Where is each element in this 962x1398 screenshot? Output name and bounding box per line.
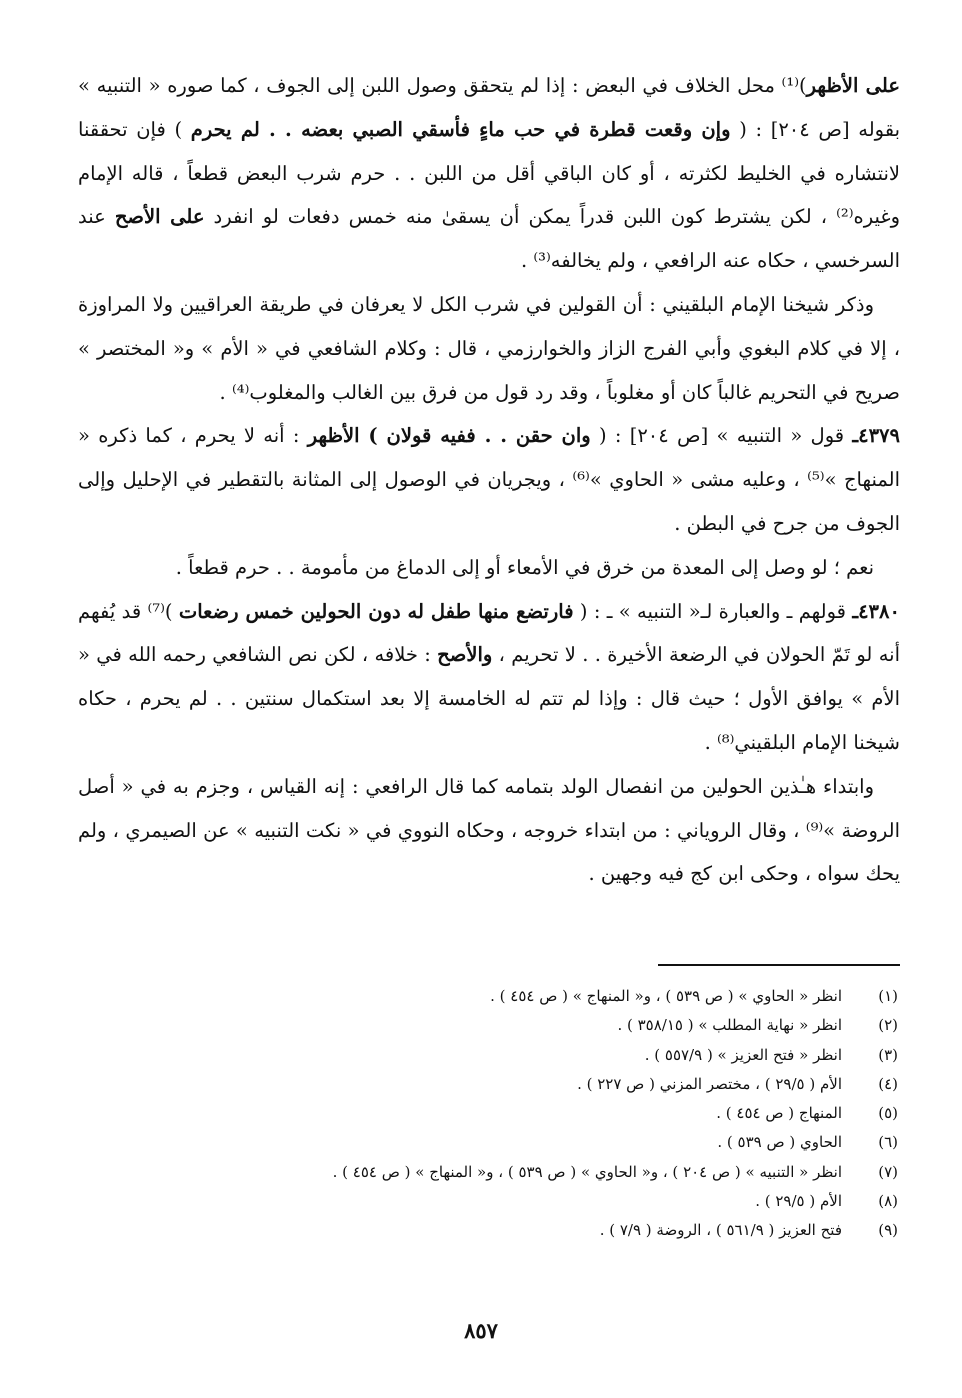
- footnote-text: انظر « نهاية المطلب » ( ٣٥٨/١٥ ) .: [617, 1016, 842, 1035]
- text-run: )⁽⁷⁾ قد يُفهم أنه لو تَمّ الحولان في الرضعة الأخيرة . . لا تحريم ،: [78, 599, 900, 667]
- bold-run: والأصح: [437, 643, 493, 667]
- footnote-number: (٨): [878, 1192, 898, 1211]
- footnote-text: انظر « الحاوي » ( ص ٥٣٩ ) ، و« المنهاج » ( ص ٤٥٤ ) .: [490, 987, 842, 1005]
- footnote: [78, 1187, 900, 1216]
- footnote: [78, 1011, 900, 1040]
- text-run: نعم ؛ لو وصل إلى المعدة من خرق في الأمعاء أو إلى الدماغ من مأمومة . . حرم قطعاً .: [175, 555, 874, 579]
- paragraph: [78, 283, 900, 414]
- footnote: [78, 1128, 900, 1157]
- footnote: [78, 1070, 900, 1099]
- footnote: [78, 1216, 900, 1245]
- paragraph: [78, 414, 900, 545]
- footnote-number: (٧): [878, 1162, 898, 1181]
- footnote-text: فتح العزيز ( ٥٦١/٩ ) ، الروضة ( ٧/٩ ) .: [599, 1221, 842, 1240]
- paragraph: [78, 64, 900, 283]
- paragraph: [78, 765, 900, 896]
- bold-run: على الأصح: [114, 205, 205, 229]
- text-run: وذكر شيخنا الإمام البلقيني : أن القولين في شرب الكل لا يعرفان في طريقة العراقيين ولا المراوزة ، إلا في كلام البغوي وأبي الفرج الزاز والخوارزمي ، قال : وكلام الشافعي في « الأم » و« المختصر » صريح في التحريم غالباً كان أو مغلوباً ، وقد رد قول من فرق بين الغالب والمغلوب⁽⁴⁾ .: [78, 292, 900, 404]
- footnote-number: (٣): [878, 1045, 898, 1064]
- footnote-text: الأم ( ٢٩/٥ ) ، مختصر المزني ( ص ٢٢٧ ) .: [577, 1074, 842, 1093]
- bold-run: ٤٣٧٩ـ: [852, 424, 900, 448]
- footnote-text: انظر « فتح العزيز » ( ٥٥٧/٩ ) .: [644, 1045, 842, 1064]
- footnote-number: (٢): [878, 1016, 898, 1035]
- footnote-number: (٩): [878, 1221, 898, 1240]
- text-run: : أنه لا يحرم ، كما ذكره « المنهاج »⁽⁵⁾ ، وعليه مشى « الحاوي »⁽⁶⁾ ، ويجريان في الوصول إلى المثانة بالتقطير في الإحليل وإلى الجوف من جرح في البطن .: [78, 424, 900, 535]
- footnotes: [78, 982, 900, 1246]
- footnote-number: (٤): [878, 1074, 898, 1093]
- footnote-number: (٥): [878, 1104, 898, 1123]
- footnote: [78, 982, 900, 1011]
- text-run: ) فإن تحققنا لانتشاره في الخليط لكثرته ، أو كان الباقي أقل من اللبن . . حرم شرب البعض قطعاً ، قاله الإمام وغيره⁽²⁾ ، لكن يشترط كون اللبن قدراً يمكن أن يسقىٰ منه خمس دفعات لو انفرد: [78, 117, 900, 229]
- footnote: [78, 1099, 900, 1128]
- main-text: [78, 64, 900, 896]
- text-run: قول « التنبيه » [ص ٢٠٤] : (: [590, 424, 853, 448]
- bold-run: ٤٣٨٠ـ: [852, 599, 900, 623]
- paragraph: [78, 546, 900, 590]
- bold-run: وإن وقعت قطرة في حب ماءٍ فأسقي الصبي بعضه . . لم يحرم: [190, 117, 731, 141]
- footnote-text: المنهاج ( ص ٤٥٤ ) .: [716, 1104, 842, 1123]
- footnote: [78, 1041, 900, 1070]
- footnote-text: انظر « التنبيه » ( ص ٢٠٤ ) ، و« الحاوي » ( ص ٥٣٩ ) ، و« المنهاج » ( ص ٤٥٤ ) .: [332, 1162, 842, 1181]
- footnote-number: (٦): [878, 1133, 898, 1152]
- footnote: [78, 1158, 900, 1187]
- paragraph: [78, 590, 900, 765]
- text-run: وابتداء هـٰذين الحولين من انفصال الولد بتمامه كما قال الرافعي : إنه القياس ، وجزم به في « أصل الروضة »⁽⁹⁾ ، وقال الروياني : من ابتداء خروجه ، وحكاه النووي في « نكت التنبيه » عن الصيمري ، ولم يحك سواه ، وحكى ابن كج فيه وجهين .: [78, 774, 901, 886]
- text-run: : خلافه ، لكن نص الشافعي رحمه الله في « الأم » يوافق الأول ؛ حيث قال : وإذا لم تتم له الخامسة إلا بعد استكمال سنتين . . لم يحرم ، حكاه شيخنا الإمام البلقيني⁽⁸⁾ .: [78, 643, 900, 754]
- bold-run: وان حقن . . ففيه قولان ) الأظهر: [307, 424, 591, 448]
- text-run: عند السرخسي ، حكاه عنه الرافعي ، ولم يخالفه⁽³⁾ .: [78, 205, 900, 273]
- footnote-text: الأم ( ٢٩/٥ ) .: [755, 1192, 842, 1211]
- text-run: )⁽¹⁾ محل الخلاف في البعض : إذا لم يتحقق وصول اللبن إلى الجوف ، كما صوره « التنبيه » بقوله [ص ٢٠٤] : (: [78, 74, 901, 141]
- text-run: قولهم ـ والعبارة لـ« التنبيه » ـ : (: [573, 599, 853, 623]
- footnote-separator: [658, 964, 900, 966]
- bold-run: فارتضع منها طفل له دون الحولين خمس رضعات: [178, 599, 574, 623]
- page-number: ٨٥٧: [464, 1318, 498, 1343]
- footnote-number: (١): [878, 987, 898, 1005]
- footnote-text: الحاوي ( ص ٥٣٩ ) .: [717, 1133, 842, 1152]
- bold-run: على الأظهر: [806, 74, 900, 97]
